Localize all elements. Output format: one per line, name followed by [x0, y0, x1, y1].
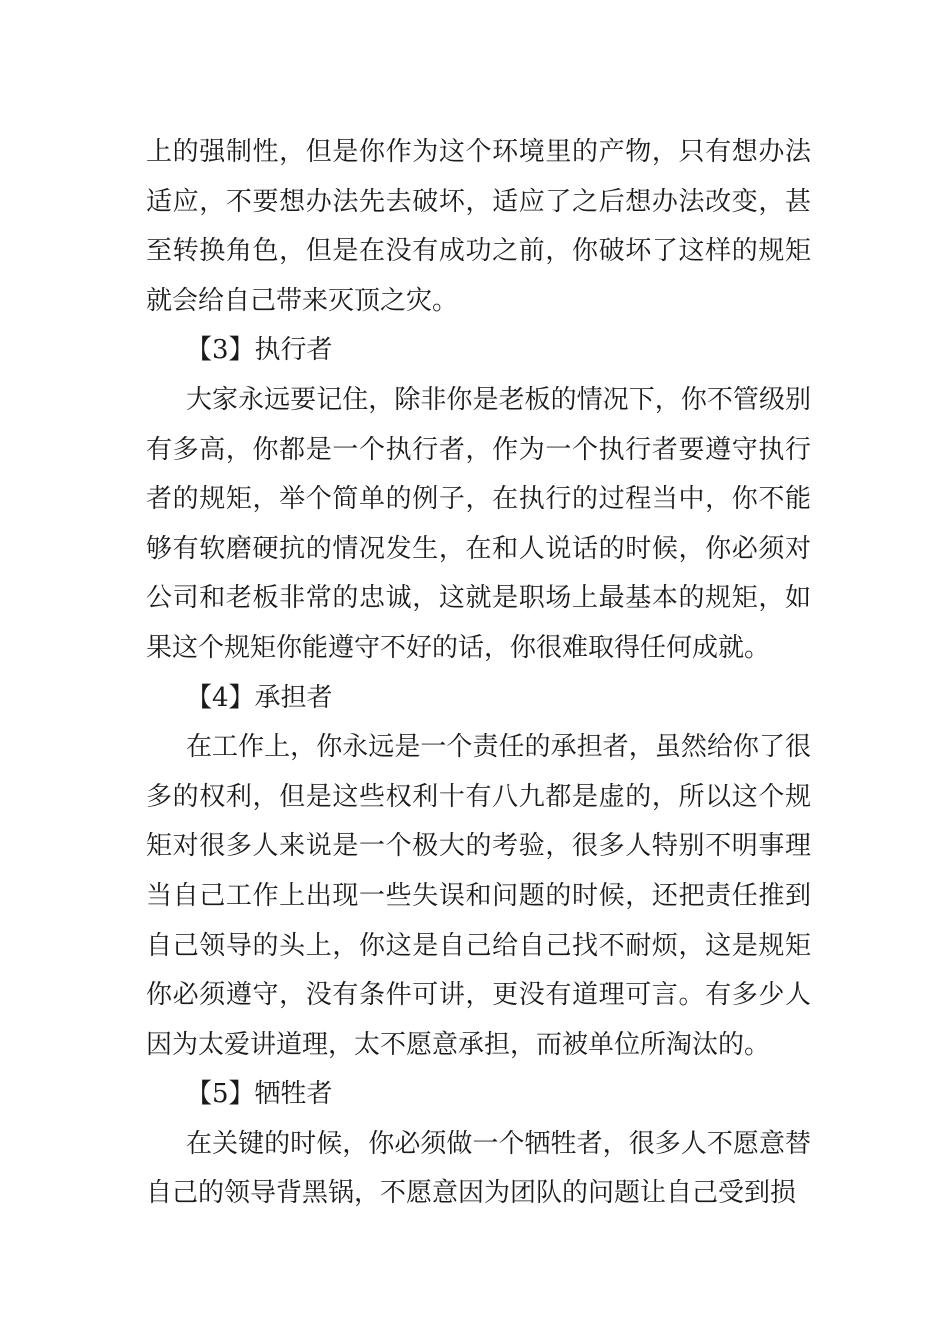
section-heading-sacrificer: 【5】牺牲者	[186, 1079, 333, 1110]
paragraph-bearer: 在工作上，你永远是一个责任的承担者，虽然给你了很多的权利，但是这些权利十有八九都是虚的，所以这个规矩对很多人来说是一个极大的考验，很多人特别不明事理当自己工作上出现一些失误和问题的时候，还把责任推到自己领导的头上，你这是自己给自己找不耐烦，这是规矩你必须遵守，没有条件可讲，更没有道理可言。有多少人因为太爱讲道理，太不愿意承担，而被单位所淘汰的。	[146, 732, 811, 1060]
document-body	[146, 128, 811, 1219]
paragraph-executor: 大家永远要记住，除非你是老板的情况下，你不管级别有多高，你都是一个执行者，作为一个执行者要遵守执行者的规矩，举个简单的例子，在执行的过程当中，你不能够有软磨硬抗的情况发生，在和人说话的时候，你必须对公司和老板非常的忠诚，这就是职场上最基本的规矩，如果这个规矩你能遵守不好的话，你很难取得任何成就。	[146, 384, 811, 663]
paragraph-continuation: 上的强制性，但是你作为这个环境里的产物，只有想办法适应，不要想办法先去破坏，适应了之后想办法改变，甚至转换角色，但是在没有成功之前，你破坏了这样的规矩就会给自己带来灭顶之灾。	[146, 137, 811, 316]
paragraph-sacrificer: 在关键的时候，你必须做一个牺牲者，很多人不愿意替自己的领导背黑锅，不愿意因为团队的问题让自己受到损	[146, 1128, 811, 1209]
section-heading-executor: 【3】执行者	[186, 335, 333, 366]
section-heading-bearer: 【4】承担者	[186, 682, 333, 713]
